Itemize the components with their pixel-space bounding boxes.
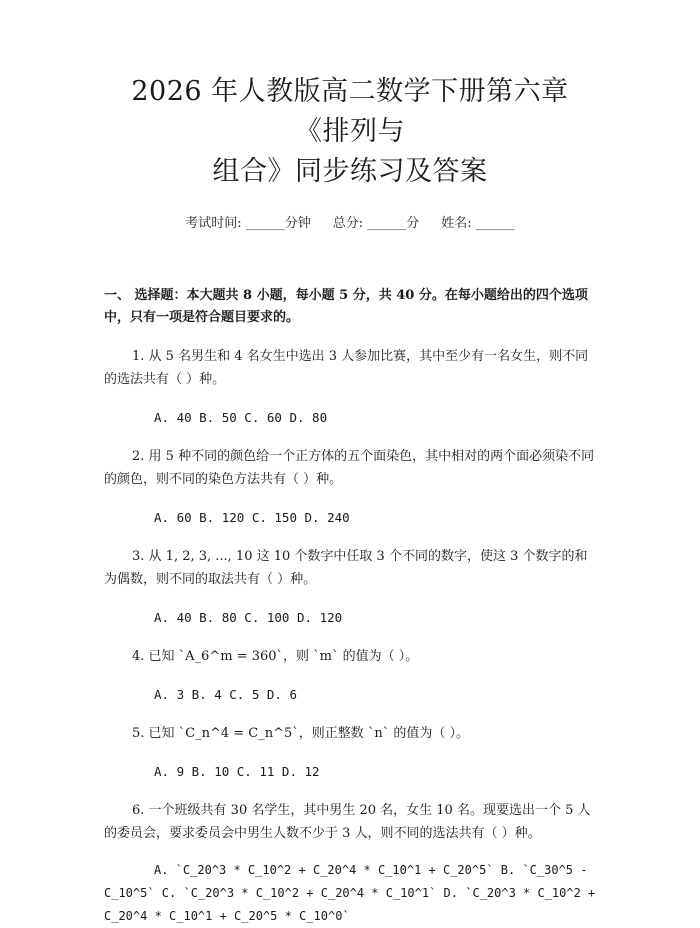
question-4: 4. 已知 `A_6^m = 360`，则 `m` 的值为（ ）。 [132,649,419,664]
question-1: 1. 从 5 名男生和 4 名女生中选出 3 人参加比赛，其中至少有一名女生，则不同的选法共有（ ）种。 [104,349,589,387]
question-2: 2. 用 5 种不同的颜色给一个正方体的五个面染色，其中相对的两个面必须染不同的颜色，则不同的染色方法共有（ ）种。 [104,449,595,487]
question-6: 6. 一个班级共有 30 名学生，其中男生 20 名，女生 10 名。现要选出一个 5 人的委员会，要求委员会中男生人数不少于 3 人，则不同的选法共有（ ）种。 [104,803,591,841]
student-name: 姓名: ______ [441,216,515,231]
title-line-1: 2026 年人教版高二数学下册第六章《排列与 [131,76,569,147]
question-2-options: A. 60 B. 120 C. 150 D. 240 [154,510,350,525]
document-title [104,72,596,192]
title-line-2: 组合》同步练习及答案 [212,156,488,187]
exam-time: 考试时间: ______分钟 [185,216,311,231]
question-3: 3. 从 1, 2, 3, ..., 10 这 10 个数字中任取 3 个不同的数字，使这 3 个数字的和为偶数，则不同的取法共有（ ）种。 [104,549,588,587]
question-4-options: A. 3 B. 4 C. 5 D. 6 [154,687,297,702]
question-1-options: A. 40 B. 50 C. 60 D. 80 [154,410,328,425]
total-score: 总分: ______分 [332,216,420,231]
question-3-options: A. 40 B. 80 C. 100 D. 120 [154,610,343,625]
question-6-options: A. `C_20^3 * C_10^2 + C_20^4 * C_10^1 + C_20^5` B. `C_30^5 - C_10^5` C. `C_20^3 * C_10^2 + C_20^4 * C_10^1` D. `C_20^3 * C_10^2 + C_20^4 * C_10^1 + C_20^5 * C_10^0` [104,863,596,923]
exam-meta [104,212,596,231]
question-5-options: A. 9 B. 10 C. 11 D. 12 [154,764,320,779]
question-5: 5. 已知 `C_n^4 = C_n^5`，则正整数 `n` 的值为（ ）。 [132,726,470,741]
section-heading: 一、 选择题：本大题共 8 小题，每小题 5 分，共 40 分。在每小题给出的四个选项中，只有一项是符合题目要求的。 [104,288,588,325]
